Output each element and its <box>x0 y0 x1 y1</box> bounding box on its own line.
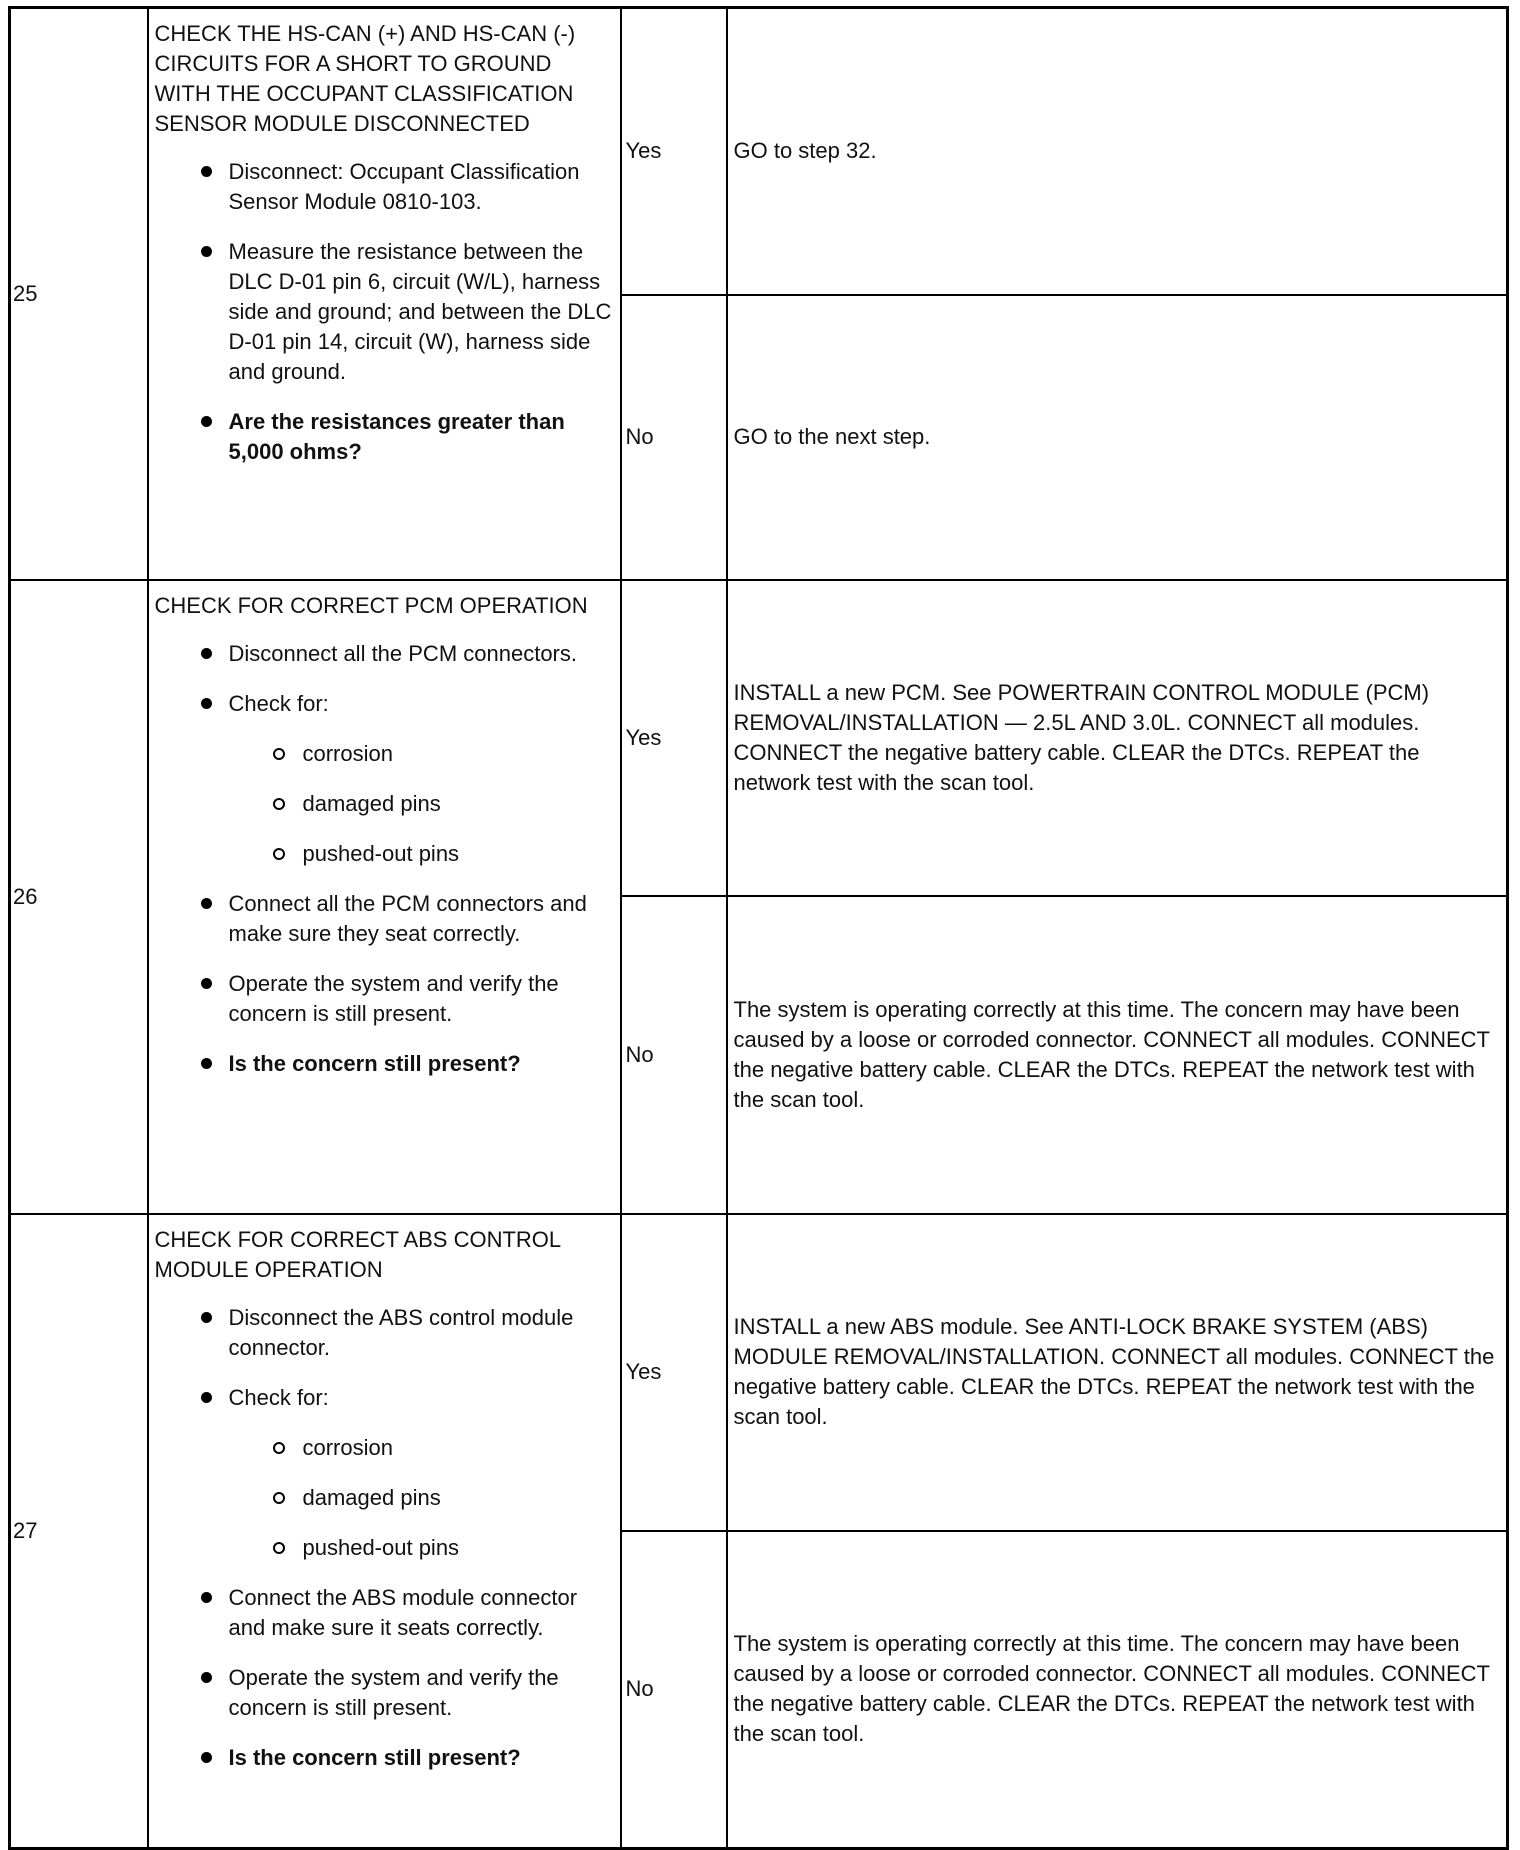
result-yes: GO to step 32. <box>727 8 1508 295</box>
answer-no: No <box>621 295 727 580</box>
step-question: Is the concern still present? <box>199 1743 612 1773</box>
step-title: CHECK THE HS-CAN (+) AND HS-CAN (-) CIRCUITS FOR A SHORT TO GROUND WITH THE OCCUPANT CLASSIFICATION SENSOR MODULE DISCONNECTED <box>154 21 576 136</box>
step-question: Are the resistances greater than 5,000 ohms? <box>199 407 612 467</box>
step-26-yes-row <box>10 580 1508 896</box>
step-question: Is the concern still present? <box>199 1049 612 1079</box>
step-number: 27 <box>10 1214 148 1849</box>
step-27-yes-row <box>10 1214 1508 1531</box>
check-for-label: Check for: <box>228 1384 329 1410</box>
check-list <box>229 1433 612 1563</box>
result-no: The system is operating correctly at this time. The concern may have been caused by a loose or corroded connector. CONNECT all modules. CONNECT the negative battery cable. CLEAR the DTCs. REPEAT the network test with the scan tool. <box>727 896 1508 1214</box>
answer-no: No <box>621 896 727 1214</box>
check-item: damaged pins <box>273 789 612 819</box>
result-yes: INSTALL a new PCM. See POWERTRAIN CONTROL MODULE (PCM) REMOVAL/INSTALLATION — 2.5L AND 3.0L. CONNECT all modules. CONNECT the negative battery cable. CLEAR the DTCs. REPEAT the network test with the scan tool. <box>727 580 1508 896</box>
answer-yes: Yes <box>621 1214 727 1531</box>
action-item: Disconnect the ABS control module connector. <box>199 1303 612 1363</box>
steps-table <box>8 6 1509 1850</box>
check-item: damaged pins <box>273 1483 612 1513</box>
step-action-cell <box>148 580 621 1214</box>
check-list <box>229 739 612 869</box>
action-list <box>155 157 612 467</box>
action-item-check <box>199 689 612 869</box>
action-item: Disconnect: Occupant Classification Sensor Module 0810-103. <box>199 157 612 217</box>
check-for-label: Check for: <box>228 690 329 716</box>
diagnostic-step-table <box>8 6 1506 1838</box>
step-25-yes-row <box>10 8 1508 295</box>
result-no: GO to the next step. <box>727 295 1508 580</box>
action-item: Disconnect all the PCM connectors. <box>199 639 612 669</box>
action-item: Connect all the PCM connectors and make sure they seat correctly. <box>199 889 612 949</box>
action-item: Operate the system and verify the concern is still present. <box>199 969 612 1029</box>
action-item: Connect the ABS module connector and make sure it seats correctly. <box>199 1583 612 1643</box>
action-list <box>155 639 612 1079</box>
action-item-check <box>199 1383 612 1563</box>
action-item: Operate the system and verify the concern is still present. <box>199 1663 612 1723</box>
action-item: Measure the resistance between the DLC D-01 pin 6, circuit (W/L), harness side and ground; and between the DLC D-01 pin 14, circuit (W), harness side and ground. <box>199 237 612 387</box>
step-title: CHECK FOR CORRECT ABS CONTROL MODULE OPERATION <box>154 1226 561 1282</box>
check-item: pushed-out pins <box>273 839 612 869</box>
step-number: 25 <box>10 8 148 580</box>
check-item: pushed-out pins <box>273 1533 612 1563</box>
check-item: corrosion <box>273 739 612 769</box>
step-number: 26 <box>10 580 148 1214</box>
answer-no: No <box>621 1531 727 1849</box>
action-list <box>155 1303 612 1773</box>
check-item: corrosion <box>273 1433 612 1463</box>
step-title: CHECK FOR CORRECT PCM OPERATION <box>154 592 588 618</box>
answer-yes: Yes <box>621 580 727 896</box>
step-action-cell <box>148 1214 621 1849</box>
answer-yes: Yes <box>621 8 727 295</box>
step-action-cell <box>148 8 621 580</box>
result-yes: INSTALL a new ABS module. See ANTI-LOCK BRAKE SYSTEM (ABS) MODULE REMOVAL/INSTALLATION. CONNECT all modules. CONNECT the negative battery cable. CLEAR the DTCs. REPEAT the network test with the scan tool. <box>727 1214 1508 1531</box>
result-no: The system is operating correctly at this time. The concern may have been caused by a loose or corroded connector. CONNECT all modules. CONNECT the negative battery cable. CLEAR the DTCs. REPEAT the network test with the scan tool. <box>727 1531 1508 1849</box>
